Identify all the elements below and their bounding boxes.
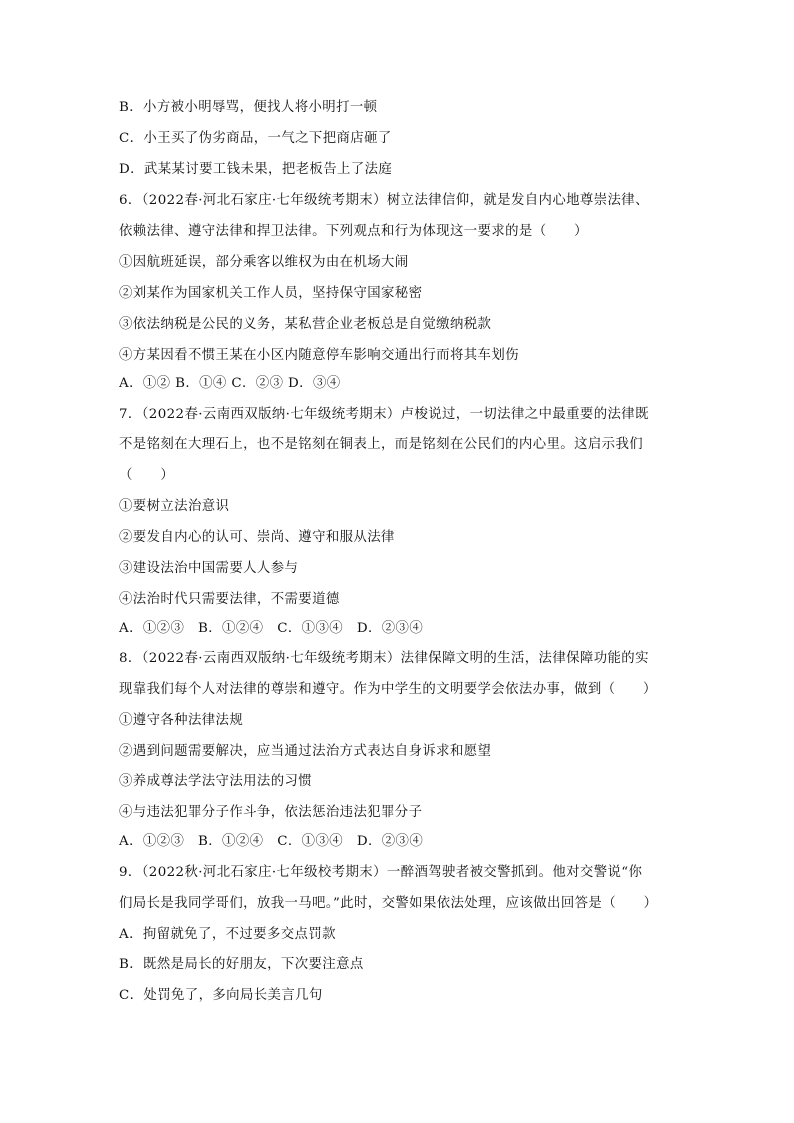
question-9-line-2: 们局长是我同学哥们，放我一马吧。”此时，交警如果依法处理，应该做出回答是（ ） [119, 896, 658, 911]
q7-statement-4: ④法治时代只需要法律，不需要道德 [119, 592, 340, 607]
q8-options: A．①②③ B．①②④ C．①③④ D．②③④ [119, 834, 424, 849]
q7-statement-3: ③建设法治中国需要人人参与 [119, 561, 299, 576]
q8-statement-1: ①遵守各种法律法规 [119, 713, 244, 728]
q8-statement-4: ④与违法犯罪分子作斗争，依法惩治违法犯罪分子 [119, 805, 423, 820]
q6-statement-1: ①因航班延误，部分乘客以维权为由在机场大闹 [119, 255, 409, 270]
q7-statement-1: ①要树立法治意识 [119, 499, 230, 514]
q6-statement-3: ③依法纳税是公民的义务，某私营企业老板总是自觉缴纳税款 [119, 317, 492, 332]
question-6-line-2: 依赖法律、遵守法律和捍卫法律。下列观点和行为体现这一要求的是（ ） [119, 224, 588, 239]
question-8-line-2: 现靠我们每个人对法律的尊崇和遵守。作为中学生的文明要学会依法办事，做到（ ） [119, 682, 657, 697]
question-9-line-1: 9．（2022秋·河北石家庄·七年级校考期末）一醉酒驾驶者被交警抓到。他对交警说“你 [119, 865, 643, 880]
q6-statement-2: ②刘某作为国家机关工作人员，坚持保守国家秘密 [119, 286, 423, 301]
option-b-q5: B．小方被小明辱骂，便找人将小明打一顿 [119, 100, 378, 115]
option-c-q5: C．小王买了伪劣商品，一气之下把商店砸了 [119, 131, 392, 146]
q8-statement-2: ②遇到问题需要解决，应当通过法治方式表达自身诉求和愿望 [119, 744, 492, 759]
q6-statement-4: ④方某因看不惯王某在小区内随意停车影响交通出行而将其车划伤 [119, 348, 519, 363]
q7-options: A．①②③ B．①②④ C．①③④ D．②③④ [119, 621, 424, 636]
question-7-line-1: 7．（2022春·云南西双版纳·七年级统考期末）卢梭说过，一切法律之中最重要的法律既 [119, 407, 649, 422]
option-d-q5: D．武某某讨要工钱未果，把老板告上了法庭 [119, 162, 393, 177]
question-7-line-3: （ ） [119, 468, 175, 483]
q8-statement-3: ③养成尊法学法守法用法的习惯 [119, 774, 313, 789]
q9-option-c: C．处罚免了，多向局长美言几句 [119, 988, 323, 1003]
q6-options: A．①② B．①④ C．②③ D．③④ [119, 376, 341, 391]
q9-option-a: A．拘留就免了，不过要多交点罚款 [119, 927, 336, 942]
question-7-line-2: 不是铭刻在大理石上，也不是铭刻在铜表上，而是铭刻在公民们的内心里。这启示我们 [119, 437, 644, 452]
q9-option-b: B．既然是局长的好朋友，下次要注意点 [119, 957, 364, 972]
question-6-line-1: 6．（2022春·河北石家庄·七年级统考期末）树立法律信仰，就是发自内心地尊崇法律、 [119, 193, 649, 208]
q7-statement-2: ②要发自内心的认可、崇尚、遵守和服从法律 [119, 530, 395, 545]
question-8-line-1: 8．（2022春·云南西双版纳·七年级统考期末）法律保障文明的生活，法律保障功能的实 [119, 651, 649, 666]
